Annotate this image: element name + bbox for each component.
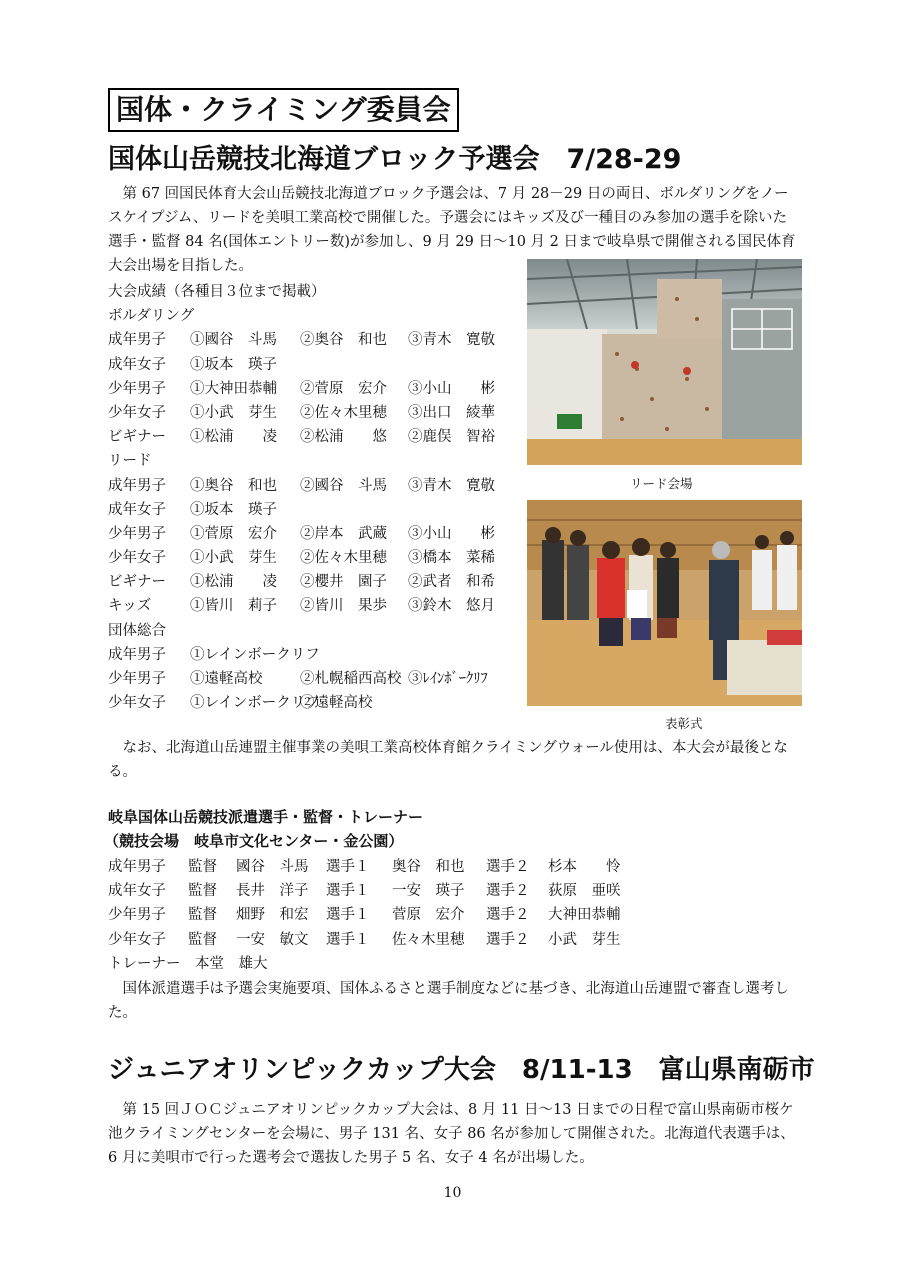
page-number: 10 [443, 1185, 462, 1201]
result-row [108, 522, 495, 546]
bouldering-label: ボルダリング [108, 308, 195, 325]
result-r1: ①奥谷 和也 [190, 477, 277, 494]
result-r1: ①松浦 凌 [190, 574, 277, 591]
roster-p2: 荻原 亜咲 [548, 883, 621, 900]
result-r1: ①小武 芽生 [190, 404, 277, 421]
result-r2: ②菅原 宏介 [300, 380, 387, 397]
award-ceremony-photo [527, 500, 802, 706]
result-row [108, 498, 326, 522]
roster-p1-label: 選手１ [326, 859, 370, 875]
result-r2: ②岸本 武蔵 [300, 525, 387, 542]
roster-coach-label: 監督 [188, 931, 217, 948]
result-r1: ①レインボークリフ [190, 646, 320, 663]
roster-coach-label: 監督 [188, 859, 217, 875]
result-row [108, 425, 495, 449]
roster-p1: 菅原 宏介 [392, 907, 465, 924]
result-row [108, 377, 495, 401]
roster-row [108, 928, 621, 952]
result-r2: ②國谷 斗馬 [300, 477, 387, 494]
result-r2: ②松浦 悠 [300, 429, 387, 446]
result-row [108, 328, 495, 352]
climbing-wall-image [527, 259, 802, 465]
result-cat: 成年女子 [108, 501, 166, 518]
article1-closing: なお、北海道山岳連盟主催事業の美唄工業高校体育館クライミングウォール使用は、本大会が最後となる。 [108, 740, 788, 780]
result-row [108, 667, 488, 691]
result-row [108, 546, 495, 570]
result-r1: ①坂本 瑛子 [190, 501, 277, 518]
roster-row [108, 855, 621, 879]
article1-intro: 第 67 回国民体育大会山岳競技北海道ブロック予選会は、7 月 28－29 日の両日、ボルダリングをノースケイプジム、リードを美唄工業高校で開催した。予選会にはキッズ及び一種目のみ参加の選手を除いた選手・監督 84 名(国体エントリー数)が参加し、9 月 29 日～10 月 2 日まで岐阜県で開催される国民体育大会出場を目指した。 [108, 186, 796, 274]
result-cat: キッズ [108, 598, 152, 615]
result-row [108, 474, 495, 498]
trainer-line: トレーナー 本堂 雄大 [108, 955, 268, 972]
roster-rows [108, 855, 621, 952]
roster-p1-label: 選手１ [326, 883, 370, 900]
roster-p1: 奥谷 和也 [392, 859, 465, 875]
roster-p2-label: 選手２ [486, 931, 530, 948]
result-r1: ①遠軽高校 [190, 671, 263, 687]
roster-coach-label: 監督 [188, 907, 217, 924]
result-r2: ②奥谷 和也 [300, 332, 387, 349]
result-r1: ①國谷 斗馬 [190, 332, 277, 349]
roster-coach: 一安 敏文 [236, 931, 309, 948]
result-r1: ①菅原 宏介 [190, 525, 277, 542]
result-cat: 成年男子 [108, 646, 166, 663]
result-r3: ②鹿俣 智裕 [408, 429, 495, 446]
roster-p1-label: 選手１ [326, 907, 370, 924]
result-row [108, 643, 326, 667]
result-row [108, 353, 326, 377]
roster-p2: 小武 芽生 [548, 931, 621, 948]
roster-cat: 少年男子 [108, 907, 166, 924]
roster-p2: 杉本 怜 [548, 859, 621, 875]
result-r1: ①大神田恭輔 [190, 380, 277, 397]
result-cat: 少年男子 [108, 525, 166, 542]
result-row [108, 594, 495, 618]
roster-coach: 畑野 和宏 [236, 907, 309, 924]
photo1-caption: リード会場 [630, 476, 693, 491]
result-row [108, 401, 495, 425]
roster-p1: 佐々木里穂 [392, 931, 465, 948]
result-r1: ①レインボークリフ [190, 695, 320, 712]
result-r3: ③ﾚｲﾝﾎﾞｰｸﾘﾌ [408, 671, 488, 687]
result-cat: 少年男子 [108, 380, 166, 397]
result-r3: ②武者 和希 [408, 574, 495, 591]
result-r2: ②佐々木里穂 [300, 404, 387, 421]
result-cat: 成年男子 [108, 477, 166, 494]
team-roster [108, 855, 621, 976]
result-r2: ②櫻井 園子 [300, 574, 387, 591]
result-cat: 少年女子 [108, 695, 166, 712]
result-r1: ①坂本 瑛子 [190, 356, 277, 373]
roster-p2-label: 選手２ [486, 907, 530, 924]
article2-subheading: （競技会場 岐阜市文化センター・金公園） [104, 832, 404, 850]
result-cat: 少年女子 [108, 550, 166, 567]
result-r2: ②遠軽高校 [300, 695, 373, 712]
roster-coach: 國谷 斗馬 [236, 859, 309, 875]
result-r3: ③鈴木 悠月 [408, 598, 495, 615]
result-r2: ②佐々木里穂 [300, 550, 387, 567]
article2-heading: 岐阜国体山岳競技派遣選手・監督・トレーナー [108, 808, 424, 826]
roster-cat: 少年女子 [108, 931, 166, 948]
result-r3: ③出口 綾華 [408, 404, 495, 421]
team-rows [108, 643, 488, 716]
photo2-caption: 表彰式 [665, 716, 703, 731]
results-title: 大会成績（各種目３位まで掲載） [108, 284, 326, 300]
article1-heading: 国体山岳競技北海道ブロック予選会 7/28-29 [108, 144, 682, 175]
result-row [108, 570, 495, 594]
roster-p2-label: 選手２ [486, 883, 530, 900]
result-cat: 成年女子 [108, 356, 166, 373]
result-cat: ビギナー [108, 429, 166, 446]
lead-rows [108, 474, 495, 619]
result-r2: ②札幌稲西高校 [300, 671, 402, 687]
result-r3: ③小山 彬 [408, 525, 495, 542]
result-r1: ①松浦 凌 [190, 429, 277, 446]
roster-cat: 成年男子 [108, 859, 166, 875]
result-cat: 少年男子 [108, 671, 166, 687]
lead-venue-photo [527, 259, 802, 465]
result-r3: ③橋本 菜稀 [408, 550, 495, 567]
result-cat: ビギナー [108, 574, 166, 591]
result-r2: ②皆川 果歩 [300, 598, 387, 615]
article3-body: 第 15 回ＪＯＣジュニアオリンピックカップ大会は、8 月 11 日～13 日までの日程で富山県南砺市桜ケ池クライミングセンターを会場に、男子 131 名、女子 86 名が参加して開催された。北海道代表選手は、6 月に美唄市で行った選考会で選抜した男子 5 名、女子 4 名が出場した。 [108, 1102, 795, 1166]
roster-coach: 長井 洋子 [236, 883, 309, 900]
roster-row [108, 879, 621, 903]
article2-note: 国体派遣選手は予選会実施要項、国体ふるさと選手制度などに基づき、北海道山岳連盟で審査し選考した。 [108, 981, 789, 1021]
award-ceremony-image [527, 500, 802, 706]
result-cat: 少年女子 [108, 404, 166, 421]
roster-p1-label: 選手１ [326, 931, 370, 948]
article3-heading: ジュニアオリンピックカップ大会 8/11-13 富山県南砺市 [108, 1055, 815, 1085]
roster-coach-label: 監督 [188, 883, 217, 900]
result-r3: ③青木 寛敬 [408, 332, 495, 349]
result-row [108, 691, 373, 715]
results-list [108, 280, 495, 715]
result-cat: 成年男子 [108, 332, 166, 349]
roster-p2: 大神田恭輔 [548, 907, 621, 924]
result-r3: ③小山 彬 [408, 380, 495, 397]
roster-p2-label: 選手２ [486, 859, 530, 875]
bouldering-rows [108, 328, 495, 449]
section-title: 国体・クライミング委員会 [108, 88, 459, 132]
result-r1: ①皆川 莉子 [190, 598, 277, 615]
roster-p1: 一安 瑛子 [392, 883, 465, 900]
result-r3: ③青木 寛敬 [408, 477, 495, 494]
lead-label: リード [108, 453, 152, 470]
roster-cat: 成年女子 [108, 883, 166, 900]
team-label: 団体総合 [108, 622, 166, 639]
result-r1: ①小武 芽生 [190, 550, 277, 567]
roster-row [108, 903, 621, 927]
